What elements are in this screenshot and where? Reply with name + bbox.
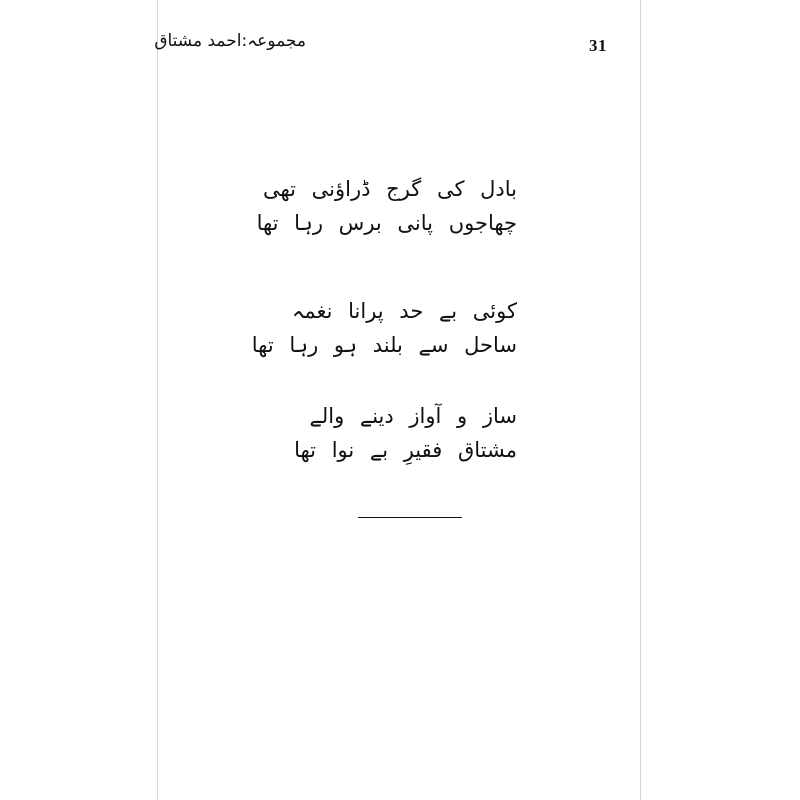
verse-line: مشتاق فقیرِ بے نوا تھا — [294, 438, 517, 462]
verse-line: بادل کی گرج ڈراؤنی تھی — [262, 177, 517, 201]
running-header: مجموعہ:احمد مشتاق — [154, 31, 306, 51]
stanza-1 — [257, 172, 517, 240]
end-of-poem-rule — [358, 517, 462, 518]
page-number: 31 — [589, 36, 607, 55]
verse-line: کوئی بے حد پرانا نغمہ — [292, 299, 517, 323]
stanza-3 — [257, 399, 517, 467]
verse-line: چھاجوں پانی برس رہا تھا — [256, 211, 517, 235]
verse-line: ساحل سے بلند ہو رہا تھا — [251, 333, 517, 357]
stanza-2 — [251, 294, 517, 362]
verse-line: ساز و آواز دینے والے — [309, 404, 517, 428]
